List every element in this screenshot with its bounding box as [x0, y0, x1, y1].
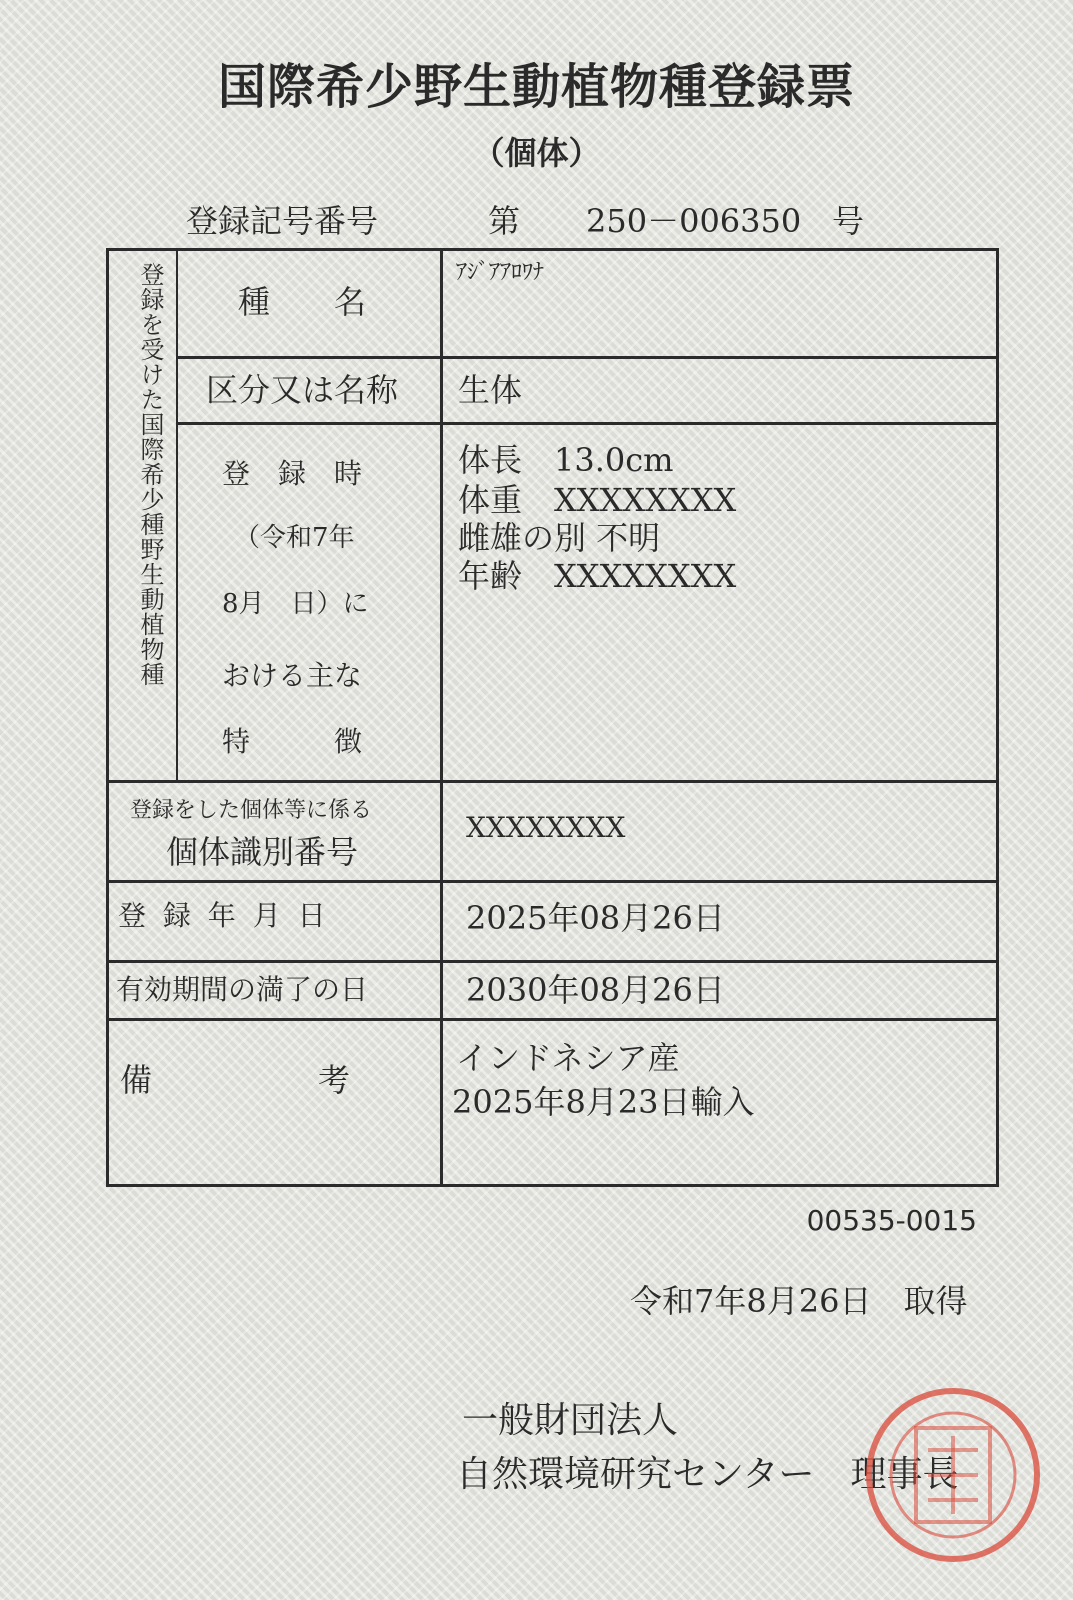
remarks-label-right: 考	[318, 1061, 351, 1099]
features-label-line-2: （令和7年	[234, 523, 355, 553]
registration-date-value: 2025年08月26日	[466, 899, 725, 937]
row-divider-category	[176, 422, 998, 425]
document-code: 00535-0015	[806, 1204, 977, 1237]
registration-number-prefix: 第	[488, 202, 521, 240]
registration-number-label: 登録記号番号	[186, 202, 379, 240]
remarks-line-2: 2025年8月23日輸入	[452, 1083, 755, 1121]
official-seal-icon	[858, 1380, 1048, 1570]
features-label-line-5: 特 徴	[222, 725, 363, 758]
expiry-date-value: 2030年08月26日	[466, 971, 725, 1009]
species-label: 種 名	[238, 283, 367, 321]
registered-species-side-label: 登録を受けた国際希少種野生動植物種	[136, 262, 164, 687]
registration-number: 250－006350	[586, 202, 802, 240]
features-label-line-3: 8月 日）に	[222, 589, 369, 619]
individual-id-label: 個体識別番号	[166, 833, 359, 871]
row-divider-species	[176, 356, 998, 359]
features-label-line-4: おける主な	[222, 659, 363, 692]
table-border-right	[996, 248, 999, 1186]
side-column-divider	[176, 250, 178, 780]
expiry-date-label: 有効期間の満了の日	[116, 973, 369, 1006]
category-value: 生体	[458, 371, 523, 409]
individual-id-label-small: 登録をした個体等に係る	[130, 798, 373, 823]
body-length: 体長 13.0cm	[458, 441, 674, 479]
registration-number-suffix: 号	[832, 202, 865, 240]
remarks-line-1: インドネシア産	[456, 1039, 680, 1077]
document-title: 国際希少野生動植物種登録票	[217, 59, 855, 115]
registration-date-label: 登 録 年 月 日	[118, 899, 330, 932]
species-value: ｱｼﾞｱｱﾛﾜﾅ	[456, 260, 545, 285]
table-border-bottom	[106, 1184, 999, 1187]
row-divider-regdate	[106, 960, 999, 963]
sex: 雌雄の別 不明	[458, 519, 661, 557]
row-divider-expiry	[106, 1018, 999, 1021]
body-weight: 体重 XXXXXXXX	[458, 481, 737, 519]
issued-date: 令和7年8月26日 取得	[630, 1282, 968, 1320]
issuer-org-name: 自然環境研究センター 理事長	[456, 1454, 959, 1495]
table-border-left	[106, 248, 109, 1186]
document-subtitle: （個体）	[472, 134, 601, 172]
individual-id-value: XXXXXXXX	[466, 811, 626, 844]
row-divider-id	[106, 880, 999, 883]
table-border-top	[108, 248, 998, 251]
remarks-label-left: 備	[120, 1061, 153, 1099]
issuer-org-type: 一般財団法人	[462, 1400, 679, 1441]
label-value-divider	[440, 250, 443, 1186]
age: 年齢 XXXXXXXX	[458, 557, 737, 595]
row-divider-features	[106, 780, 999, 783]
features-label-line-1: 登 録 時	[222, 457, 363, 490]
category-label: 区分又は名称	[206, 371, 399, 409]
